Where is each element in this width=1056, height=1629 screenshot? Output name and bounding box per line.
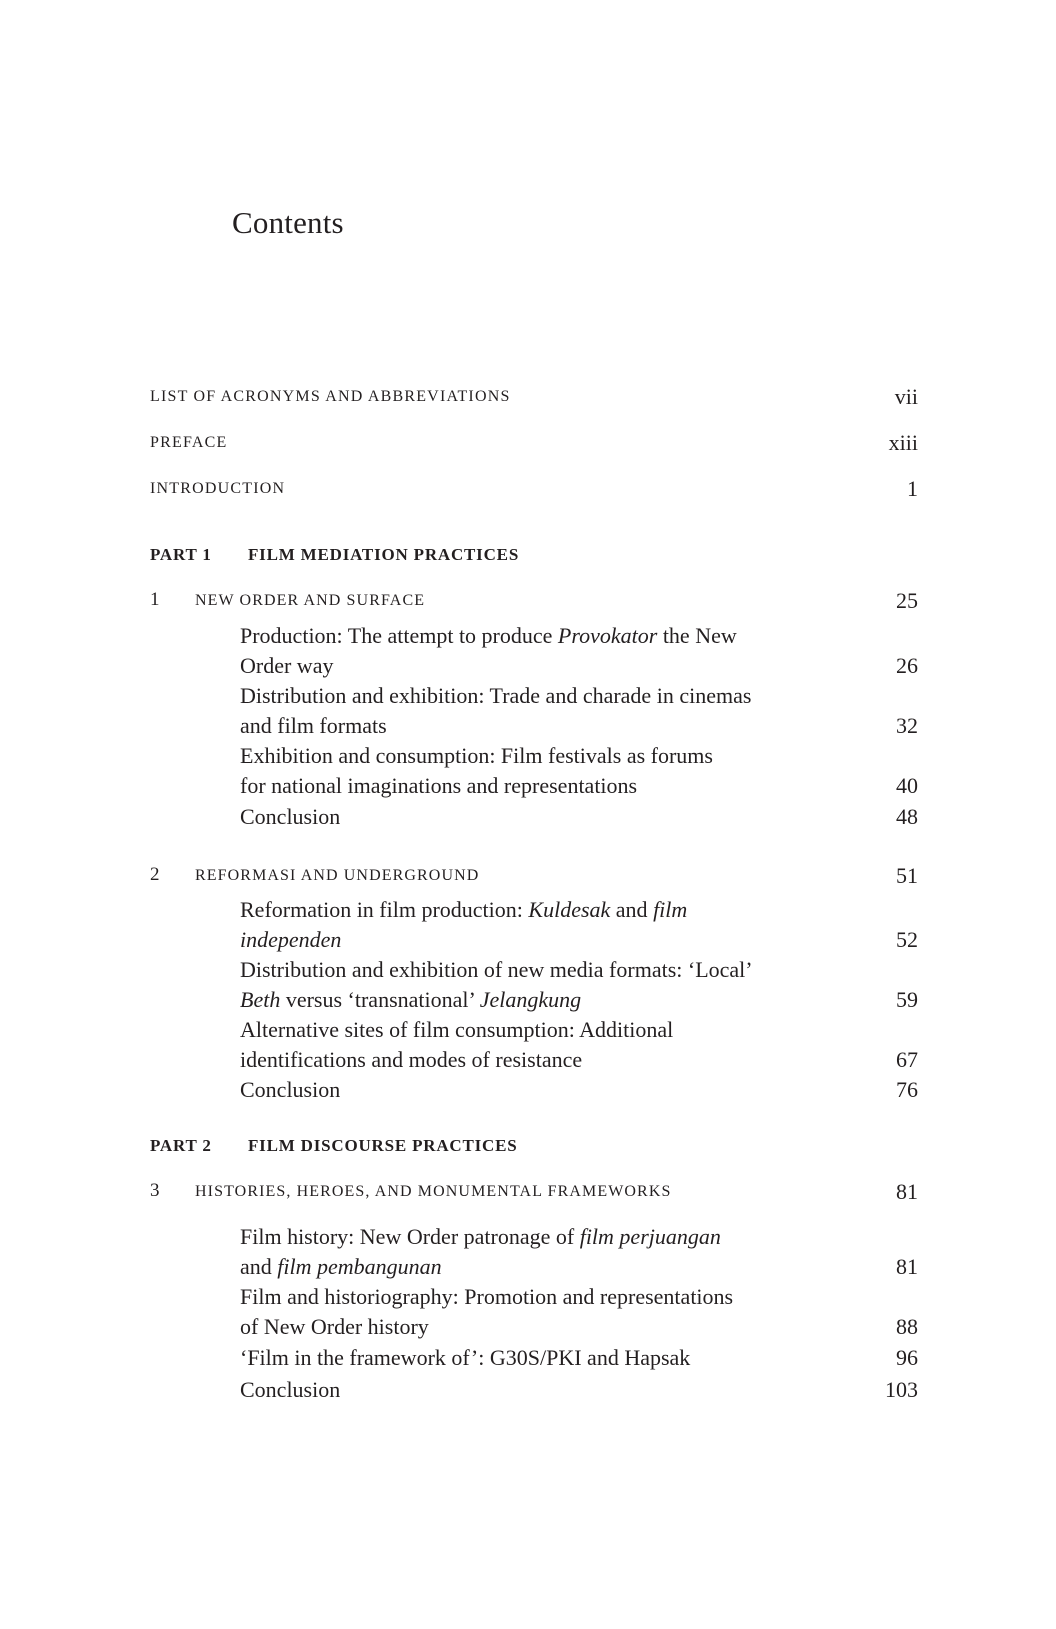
page-title: Contents [232, 205, 344, 240]
section-title: Conclusion [240, 804, 341, 829]
section-title: Reformation in film production: Kuldesak and film independen [240, 897, 688, 952]
chapter-number: 2 [150, 864, 160, 885]
toc-entry-introduction[interactable] [150, 476, 918, 506]
section-title: Exhibition and consumption: Film festivals as forums for national imaginations and representations [240, 743, 713, 798]
part-heading [150, 545, 519, 565]
section-title: ‘Film in the framework of’: G30S/PKI and Hapsak [240, 1345, 691, 1370]
section-title: Distribution and exhibition of new media formats: ‘Local’ Beth versus ‘transnational’ Jelangkung [240, 957, 753, 1012]
toc-page-number: 32 [896, 713, 918, 738]
section-title: Conclusion [240, 1377, 341, 1402]
toc-section[interactable] [240, 802, 918, 832]
toc-entry-preface[interactable] [150, 430, 918, 460]
chapter-number: 1 [150, 589, 160, 610]
toc-entry-label: INTRODUCTION [150, 480, 286, 497]
section-title: Film and historiography: Promotion and representations of New Order history [240, 1284, 734, 1339]
toc-section[interactable] [240, 1222, 918, 1282]
toc-page-number: 52 [896, 927, 918, 952]
toc-chapter[interactable] [150, 863, 918, 893]
toc-page-number: 103 [885, 1377, 918, 1402]
toc-section[interactable] [240, 1343, 918, 1373]
toc-page-number: 76 [896, 1077, 918, 1102]
part-number: PART 2 [150, 1136, 212, 1155]
chapter-title: REFORMASI AND UNDERGROUND [195, 867, 480, 884]
toc-section[interactable] [240, 1282, 918, 1342]
toc-section[interactable] [240, 621, 918, 681]
toc-page-number: 88 [896, 1314, 918, 1339]
toc-page-number: xiii [888, 430, 918, 455]
section-title: Film history: New Order patronage of film perjuangan and film pembangunan [240, 1224, 721, 1279]
part-number: PART 1 [150, 545, 212, 564]
toc-section[interactable] [240, 681, 918, 741]
toc-page-number: 1 [907, 476, 918, 501]
toc-page-number: 59 [896, 987, 918, 1012]
toc-chapter[interactable] [150, 588, 918, 618]
toc-entry-acronyms[interactable] [150, 384, 918, 414]
toc-entry-label: PREFACE [150, 434, 228, 451]
toc-section[interactable] [240, 895, 918, 955]
toc-page-number: 40 [896, 773, 918, 798]
toc-page-number: 81 [896, 1179, 918, 1204]
part-heading [150, 1136, 518, 1156]
toc-page-number: 25 [896, 588, 918, 613]
section-title: Production: The attempt to produce Provokator the New Order way [240, 623, 737, 678]
toc-section[interactable] [240, 1015, 918, 1075]
toc-page-number: 96 [896, 1345, 918, 1370]
section-title: Distribution and exhibition: Trade and charade in cinemas and film formats [240, 683, 752, 738]
section-title: Conclusion [240, 1077, 341, 1102]
toc-section[interactable] [240, 741, 918, 801]
toc-page-number: 48 [896, 804, 918, 829]
part-title: FILM MEDIATION PRACTICES [248, 545, 520, 564]
part-title: FILM DISCOURSE PRACTICES [248, 1136, 518, 1155]
toc-page-number: 51 [896, 863, 918, 888]
chapter-number: 3 [150, 1180, 160, 1201]
section-title: Alternative sites of film consumption: Additional identifications and modes of resistance [240, 1017, 674, 1072]
toc-entry-label: LIST OF ACRONYMS AND ABBREVIATIONS [150, 388, 511, 405]
toc-section[interactable] [240, 1375, 918, 1405]
toc-section[interactable] [240, 955, 918, 1015]
toc-section[interactable] [240, 1075, 918, 1105]
toc-page-number: 67 [896, 1047, 918, 1072]
chapter-title: NEW ORDER AND SURFACE [195, 592, 426, 609]
toc-page-number: vii [894, 384, 918, 409]
chapter-title: HISTORIES, HEROES, AND MONUMENTAL FRAMEWORKS [195, 1183, 672, 1200]
toc-page-number: 26 [896, 653, 918, 678]
toc-page-number: 81 [896, 1254, 918, 1279]
toc-chapter[interactable] [150, 1179, 918, 1209]
